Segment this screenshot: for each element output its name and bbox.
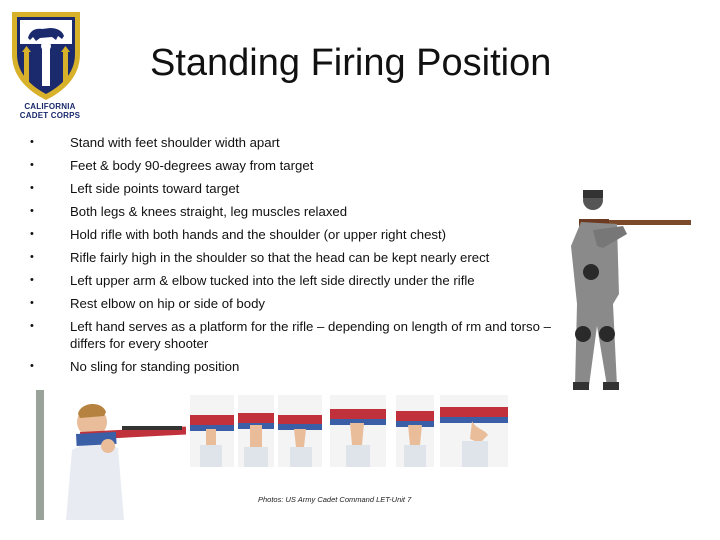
hand-photo-4	[330, 395, 386, 467]
bullet-item: • Stand with feet shoulder width apart	[30, 131, 570, 154]
bullet-item: • Hold rifle with both hands and the shoulder (or upper right chest)	[30, 223, 570, 246]
bullet-dot-icon: •	[30, 205, 34, 217]
standing-shooter-illustration	[553, 186, 693, 394]
hand-photo-5	[396, 395, 434, 467]
logo-line-2: CADET CORPS	[19, 111, 81, 120]
bullet-item: • Both legs & knees straight, leg muscles relaxed	[30, 200, 570, 223]
hand-photo-1	[190, 395, 234, 467]
bullet-item: • Feet & body 90-degrees away from target	[30, 154, 570, 177]
bullet-dot-icon: •	[30, 136, 34, 148]
bullet-dot-icon: •	[30, 360, 34, 372]
bullet-item: • Left upper arm & elbow tucked into the left side directly under the rifle	[30, 269, 570, 292]
hand-photo-3	[278, 395, 322, 467]
bullet-dot-icon: •	[30, 320, 34, 332]
bullet-dot-icon: •	[30, 228, 34, 240]
hand-photo-6	[440, 395, 508, 467]
bullet-dot-icon: •	[30, 251, 34, 263]
photo-caption: Photos: US Army Cadet Command LET-Unit 7	[258, 495, 412, 504]
bullet-dot-icon: •	[30, 274, 34, 286]
bullet-dot-icon: •	[30, 182, 34, 194]
california-cadet-corps-logo	[6, 6, 86, 118]
shooter-photo	[36, 390, 186, 520]
shield-emblem-icon	[6, 6, 86, 102]
bullet-dot-icon: •	[30, 159, 34, 171]
bullet-item: • Rifle fairly high in the shoulder so that the head can be kept nearly erect	[30, 246, 570, 269]
bullet-item: • Rest elbow on hip or side of body	[30, 292, 570, 315]
bullet-item: • Left side points toward target	[30, 177, 570, 200]
bullet-list	[30, 131, 570, 378]
bullet-item: • No sling for standing position	[30, 355, 570, 378]
bullet-item: • Left hand serves as a platform for the rifle – depending on length of rm and torso – differs for every shooter	[30, 319, 551, 351]
hand-photo-2	[238, 395, 274, 467]
slide-title: Standing Firing Position	[150, 42, 552, 84]
bullet-dot-icon: •	[30, 297, 34, 309]
logo-line-1: CALIFORNIA	[24, 102, 76, 111]
